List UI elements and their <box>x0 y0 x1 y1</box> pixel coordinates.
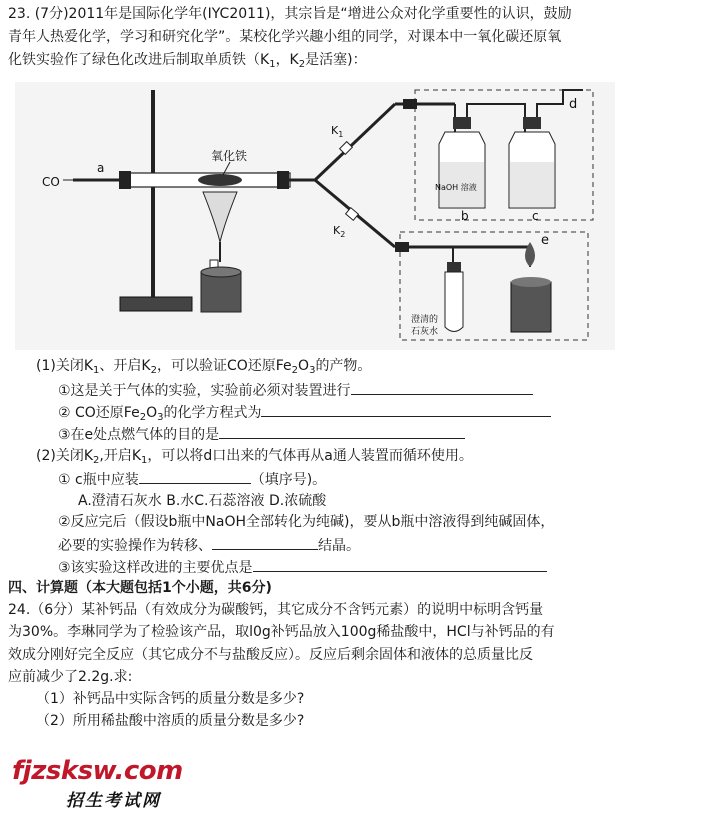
k2-label: $K_2$ <box>333 224 346 239</box>
limewater-test-tube <box>445 262 463 332</box>
d-label: d <box>569 97 578 112</box>
q23-line2: 青年人热爱化学，学习和研究化学”。某校化学兴趣小组的同学，对课本中一氧化碳还原氧 <box>8 29 562 45</box>
part2-q3-answer-blank[interactable] <box>253 556 547 572</box>
iron-oxide-sample <box>198 174 242 186</box>
part1-intro-sub1: 1 <box>93 365 100 376</box>
part1-q2 <box>58 401 551 423</box>
part1-intro-a: (1)关闭K <box>36 358 94 374</box>
part1-q1 <box>58 379 533 401</box>
q24-line4: 应前减少了2.2g.求: <box>8 669 133 685</box>
q24-sub2: （2）所用稀盐酸中溶质的质量分数是多少? <box>36 713 305 729</box>
reaction-tube <box>119 171 290 189</box>
limewater-label-2: 石灰水 <box>411 327 439 337</box>
section4-title: 四、计算题（本大题包括1个小题，共6分) <box>8 580 272 596</box>
watermark-caption: 招生考试网 <box>66 791 161 811</box>
k1-label: $K_1$ <box>331 124 344 139</box>
part2-intro-b: ,开启K <box>99 448 142 464</box>
part1-intro-e: 的产物。 <box>315 358 372 374</box>
part1-q3 <box>58 423 465 445</box>
part2-q1-answer-blank[interactable] <box>139 468 251 484</box>
c-label: c <box>532 209 539 223</box>
part2-q1 <box>58 468 326 490</box>
part1-intro-d: O <box>298 358 310 374</box>
part2-options: A.澄清石灰水 B.水C.石蕊溶液 D.浓硫酸 <box>78 493 327 509</box>
part2-intro-a: (2)关闭K <box>36 448 94 464</box>
q24-line3: 效成分刚好完全反应（其它成分不与盐酸反应）。反应后剩余固体和液体的总质量比反 <box>8 647 533 663</box>
part1-intro-sub3: 2 <box>291 365 299 376</box>
part1-q2-text-b: O <box>146 405 158 421</box>
part1-q3-text: ③在e处点燃气体的目的是 <box>58 427 220 443</box>
part2-intro-c: ，可以将d口出来的气体再从a通人装置而循环使用。 <box>147 448 473 464</box>
iron-oxide-label: 氧化铁 <box>211 149 248 163</box>
part1-intro <box>36 356 371 376</box>
b-label: b <box>461 209 469 223</box>
apparatus-figure <box>15 82 615 350</box>
q24-line2: 为30%。李琳同学为了检验该产品，取l0g补钙品放入100g稀盐酸中，HCl与补钙品的有 <box>8 624 555 640</box>
part2-q2-line2 <box>58 534 360 556</box>
q23-line3-text-b: ，K <box>275 52 299 68</box>
part2-q3 <box>58 556 547 578</box>
q24-line1: 24.（6分）某补钙品（有效成分为碳酸钙，其它成分不含钙元素）的说明中标明含钙量 <box>8 602 544 618</box>
part2-intro-sub1: 2 <box>93 455 100 466</box>
part1-q2-text-a: ② CO还原Fe <box>58 405 140 421</box>
q24-sub1: （1）补钙品中实际含钙的质量分数是多少? <box>36 691 305 707</box>
part2-intro <box>36 446 473 466</box>
q23-line3-text-a: 化铁实验作了绿色化改进后制取单质铁（K <box>8 52 270 68</box>
watermark-site: fjzsksw.com <box>12 756 183 786</box>
q23-line1: 23. (7分)2011年是国际化学年(IYC2011)，其宗旨是“增进公众对化学重要性的认识，鼓励 <box>8 6 572 22</box>
part1-intro-b: 、开启K <box>99 358 151 374</box>
part1-q1-answer-blank[interactable] <box>351 379 533 395</box>
part1-q2-answer-blank[interactable] <box>261 401 551 417</box>
q23-line3-sub-1: 1 <box>269 59 276 70</box>
co-label: CO <box>42 175 60 189</box>
part1-q2-text-c: 的化学方程式为 <box>163 405 262 421</box>
part1-q3-answer-blank[interactable] <box>219 423 465 439</box>
limewater-label-1: 澄清的 <box>411 315 439 325</box>
q23-line3-sub-2: 2 <box>298 59 306 70</box>
q23-line3-text-c: 是活塞)： <box>305 52 367 68</box>
e-label: e <box>541 233 549 248</box>
part2-q1-text-b: （填序号)。 <box>250 472 327 488</box>
part2-q2-line2-b: 结晶。 <box>318 538 360 554</box>
part2-q2-line1: ②反应完后（假设b瓶中NaOH全部转化为纯碱)，要从b瓶中溶液得到纯碱固体， <box>58 514 555 530</box>
part2-q2-answer-blank[interactable] <box>212 534 318 550</box>
part2-intro-sub2: 1 <box>141 455 148 466</box>
naoh-label: NaOH 溶液 <box>435 183 477 192</box>
part1-q1-text: ①这是关于气体的实验，实验前必须对装置进行 <box>58 383 351 399</box>
part2-q1-text-a: ① c瓶中应装 <box>58 472 139 488</box>
part1-intro-sub2: 2 <box>150 365 157 376</box>
part2-q3-text: ③该实验这样改进的主要优点是 <box>58 560 253 576</box>
q23-line3 <box>8 50 367 70</box>
part2-q2-line2-a: 必要的实验操作为转移、 <box>58 538 212 554</box>
part1-intro-c: ，可以验证CO还原Fe <box>156 358 292 374</box>
part1-intro-sub4: 3 <box>309 365 316 376</box>
a-label: a <box>97 161 105 175</box>
part1-q2-sub1: 2 <box>139 412 147 423</box>
part1-q2-sub2: 3 <box>157 412 164 423</box>
